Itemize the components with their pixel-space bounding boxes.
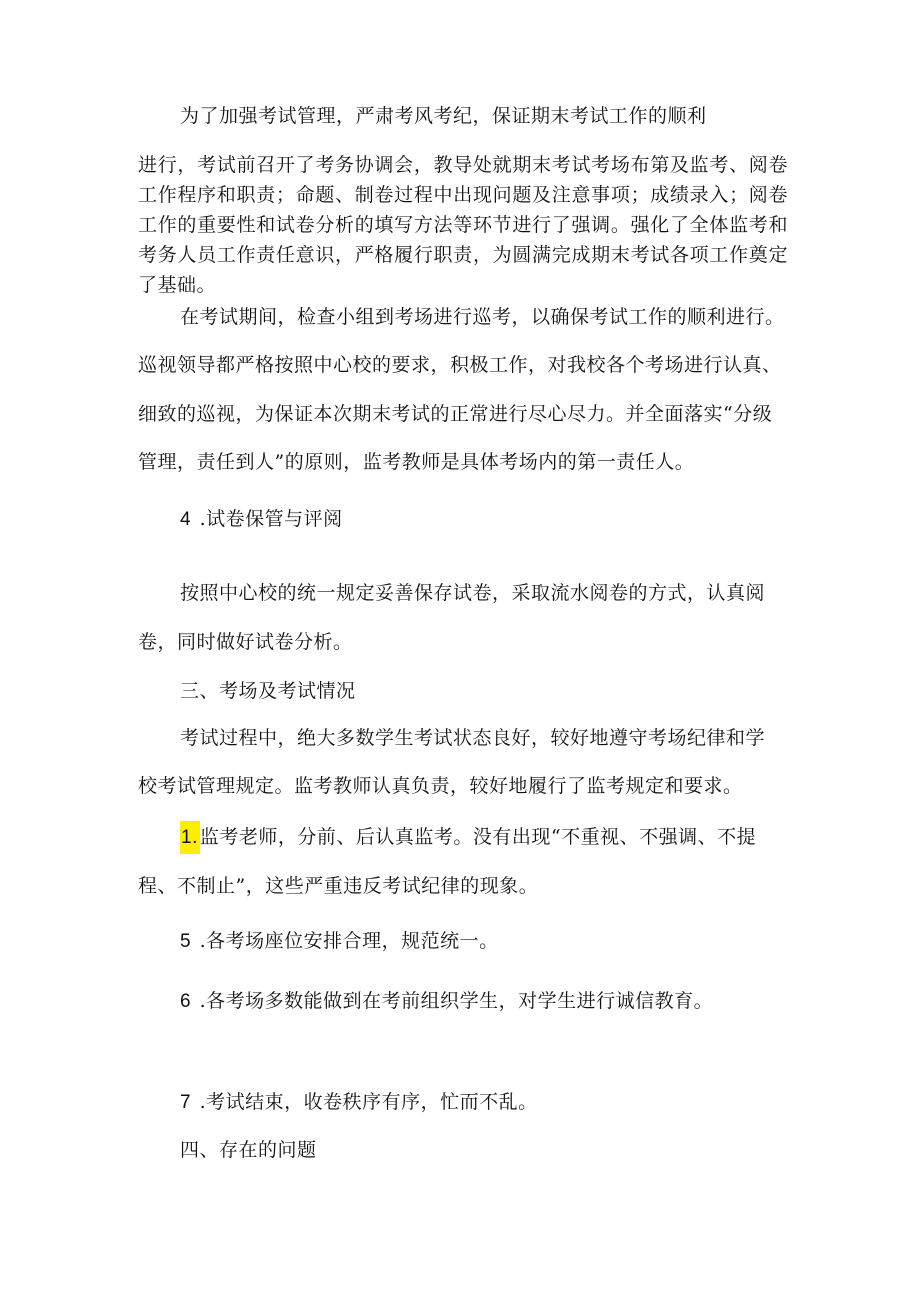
list-item-1-number-highlighted: 1. [180,821,200,854]
list-item-4-text: .试卷保管与评阅 [199,508,343,530]
section-heading-4: 四、存在的问题 [180,1139,317,1161]
list-item-5 [180,928,499,955]
list-item-7-number: 7 [180,1092,192,1113]
list-item-1-text: 监考老师，分前、后认真监考。没有出现“不重视、不强调、不提 [199,826,757,848]
paragraph-3-line-1: 按照中心校的统一规定妥善保存试卷，采取流水阅卷的方式，认真阅 [180,582,766,604]
list-item-4 [180,506,343,533]
list-item-6-number: 6 [180,991,192,1012]
paragraph-3-line-2: 卷，同时做好试卷分析。 [138,631,353,653]
paragraph-2-line-2: 巡视领导都严格按照中心校的要求，积极工作，对我校各个考场进行认真、 [138,354,782,376]
list-item-7 [180,1089,538,1116]
list-item-5-text: .各考场座位安排合理，规范统一。 [199,930,499,952]
list-item-1-continuation: 程、不制止”，这些严重违反考试纪律的现象。 [138,875,539,897]
section-heading-3: 三、考场及考试情况 [180,680,356,702]
list-item-6-text: .各考场多数能做到在考前组织学生，对学生进行诚信教育。 [199,990,714,1012]
list-item-1 [180,824,756,851]
list-item-4-number: 4 [180,509,192,530]
paragraph-2-line-1: 在考试期间，检查小组到考场进行巡考，以确保考试工作的顺利进行。 [180,306,785,328]
paragraph-2-line-4: 管理，责任到人”的原则，监考教师是具体考场内的第一责任人。 [138,451,695,473]
paragraph-2-line-3: 细致的巡视，为保证本次期末考试的正常进行尽心尽力。并全面落实“分级 [138,403,773,425]
list-item-7-text: .考试结束，收卷秩序有序，忙而不乱。 [199,1091,538,1113]
paragraph-4-line-2: 校考试管理规定。监考教师认真负责，较好地履行了监考规定和要求。 [138,775,743,797]
list-item-5-number: 5 [180,931,192,952]
paragraph-1-first-line: 为了加强考试管理，严肃考风考纪，保证期末考试工作的顺利 [180,105,707,127]
paragraph-4-line-1: 考试过程中，绝大多数学生考试状态良好，较好地遵守考场纪律和学 [180,727,766,749]
list-item-6 [180,988,713,1015]
paragraph-1-body: 进行，考试前召开了考务协调会，教导处就期末考试考场布第及监考、阅卷工作程序和职责；命题、制卷过程中出现问题及注意事项；成绩录入；阅卷工作的重要性和试卷分析的填写方法等环节进行了强调。强化了全体监考和考务人员工作责任意识，严格履行职责，为圆满完成期末考试各项工作奠定了基础。 [138,154,788,296]
